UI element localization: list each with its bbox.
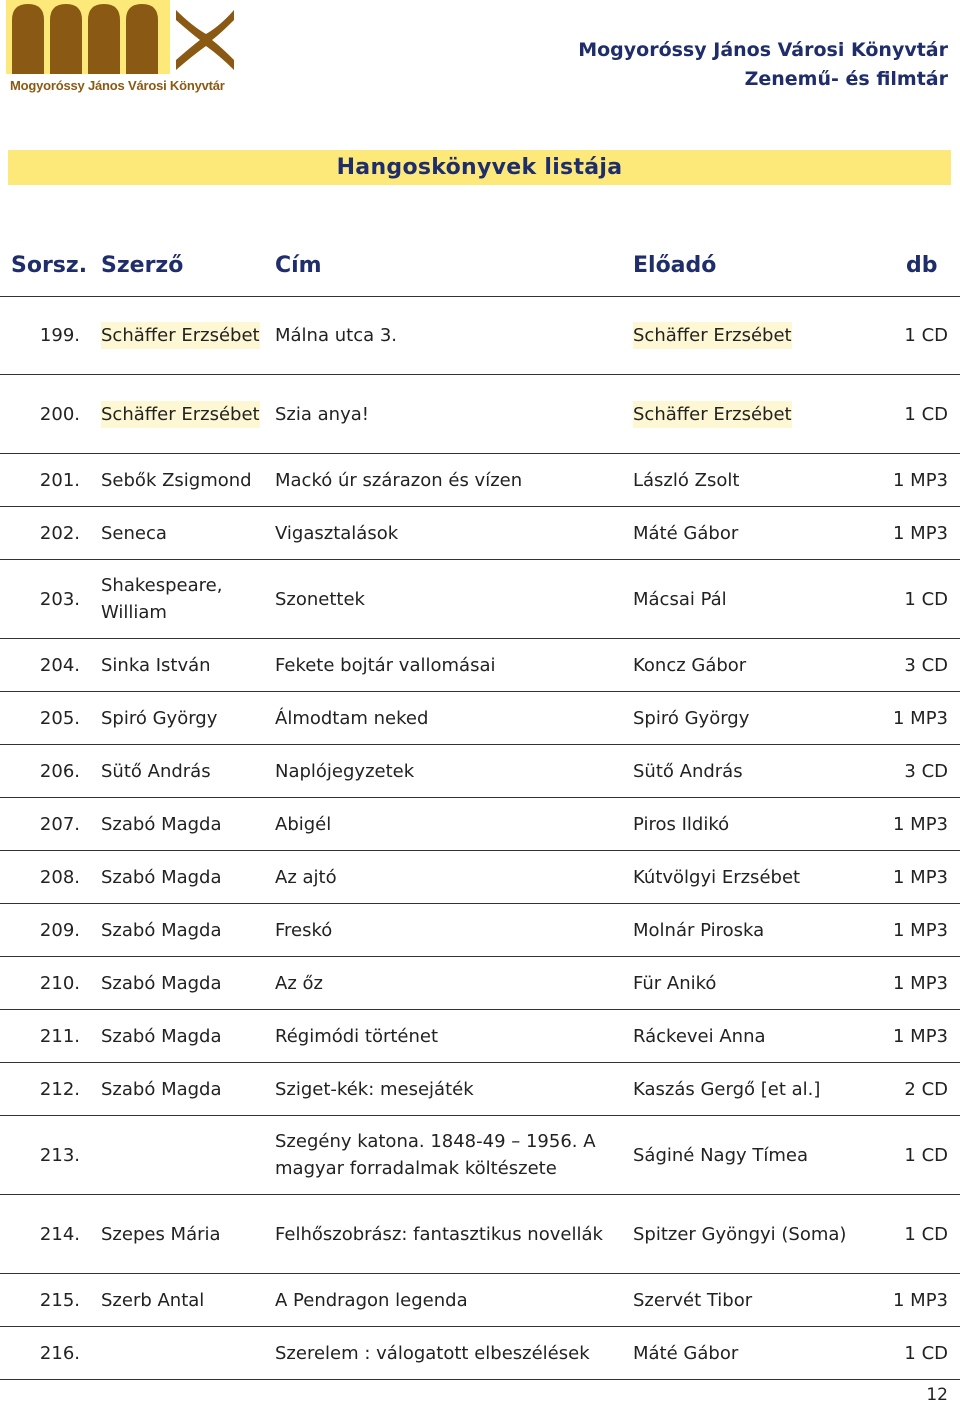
row-author <box>101 692 266 744</box>
row-title-text: Fekete bojtár vallomásai <box>275 654 496 676</box>
row-count-text: 1 MP3 <box>892 813 948 835</box>
row-count <box>848 798 948 850</box>
row-author <box>101 1195 266 1273</box>
row-count-text: 1 MP3 <box>892 866 948 888</box>
row-count <box>848 454 948 506</box>
row-performer <box>633 1010 848 1062</box>
row-author <box>101 296 266 374</box>
row-number-text: 207. <box>39 813 80 835</box>
row-title-text: A Pendragon legenda <box>275 1289 468 1311</box>
row-count <box>848 375 948 453</box>
table-row <box>0 1063 960 1116</box>
row-title-text: Régimódi történet <box>275 1025 439 1047</box>
row-count <box>848 1010 948 1062</box>
row-author <box>101 904 266 956</box>
row-count <box>848 851 948 903</box>
row-performer-text: Ságiné Nagy Tímea <box>633 1144 809 1166</box>
row-performer-text: Kaszás Gergő [et al.] <box>633 1078 821 1100</box>
row-author-text: Szabó Magda <box>101 919 222 941</box>
row-count <box>848 1327 948 1379</box>
row-performer-text: Kútvölgyi Erzsébet <box>633 866 801 888</box>
row-number-text: 213. <box>39 1144 80 1166</box>
row-count-text: 1 MP3 <box>892 972 948 994</box>
row-number <box>0 1063 80 1115</box>
row-title <box>275 507 620 559</box>
row-title-text: Szerelem : válogatott elbeszélések <box>275 1342 590 1364</box>
logo-text: Mogyoróssy János Városi Könyvtár <box>10 78 225 93</box>
row-number <box>0 1274 80 1326</box>
row-performer-text: Molnár Piroska <box>633 919 765 941</box>
row-title <box>275 296 620 374</box>
row-number-text: 210. <box>39 972 80 994</box>
row-author-text: Sebők Zsigmond <box>101 469 252 491</box>
row-title <box>275 851 620 903</box>
row-performer <box>633 296 848 374</box>
row-count-text: 1 CD <box>904 1342 948 1364</box>
row-count <box>848 639 948 691</box>
row-title <box>275 1274 620 1326</box>
row-author <box>101 375 266 453</box>
row-title <box>275 639 620 691</box>
row-title-text: Szonettek <box>275 588 365 610</box>
row-number <box>0 507 80 559</box>
row-performer-text: Ráckevei Anna <box>633 1025 766 1047</box>
row-count-text: 1 MP3 <box>892 469 948 491</box>
row-count-text: 1 CD <box>904 1223 948 1245</box>
table-row <box>0 1274 960 1327</box>
table-row <box>0 1327 960 1380</box>
row-number <box>0 560 80 638</box>
table-row <box>0 745 960 798</box>
row-title <box>275 798 620 850</box>
row-title-text: Mackó úr szárazon és vízen <box>275 469 523 491</box>
row-title <box>275 454 620 506</box>
row-performer <box>633 957 848 1009</box>
row-performer-text: Schäffer Erzsébet <box>633 322 792 349</box>
row-author <box>101 957 266 1009</box>
row-author-text: Schäffer Erzsébet <box>101 322 260 349</box>
row-author <box>101 1010 266 1062</box>
row-count-text: 1 CD <box>904 588 948 610</box>
row-title <box>275 957 620 1009</box>
row-author <box>101 560 266 638</box>
row-number-text: 216. <box>39 1342 80 1364</box>
row-author <box>101 745 266 797</box>
row-title-text: Az őz <box>275 972 323 994</box>
row-author <box>101 507 266 559</box>
row-title <box>275 1195 620 1273</box>
row-performer <box>633 798 848 850</box>
column-header-performer: Előadó <box>633 253 717 278</box>
row-number-text: 204. <box>39 654 80 676</box>
row-number <box>0 904 80 956</box>
row-count <box>848 1195 948 1273</box>
row-title-text: Freskó <box>275 919 333 941</box>
row-count-text: 1 MP3 <box>892 1025 948 1047</box>
row-count-text: 1 CD <box>904 324 948 346</box>
row-count-text: 1 MP3 <box>892 707 948 729</box>
row-performer <box>633 1327 848 1379</box>
table-row <box>0 904 960 957</box>
row-title-text: Az ajtó <box>275 866 337 888</box>
row-performer-text: Szervét Tibor <box>633 1289 753 1311</box>
row-title <box>275 1010 620 1062</box>
row-count <box>848 1116 948 1194</box>
row-author <box>101 1063 266 1115</box>
column-header-count: db <box>906 253 938 278</box>
row-count-text: 2 CD <box>904 1078 948 1100</box>
row-number-text: 202. <box>39 522 80 544</box>
table-row <box>0 1195 960 1274</box>
row-title <box>275 1327 620 1379</box>
library-name: Mogyoróssy János Városi Könyvtár <box>578 39 948 61</box>
row-performer <box>633 1195 848 1273</box>
row-count <box>848 1063 948 1115</box>
row-count <box>848 745 948 797</box>
row-number <box>0 957 80 1009</box>
column-header-number: Sorsz. <box>11 253 88 278</box>
row-number-text: 214. <box>39 1223 80 1245</box>
library-logo <box>6 0 236 104</box>
row-author <box>101 639 266 691</box>
table-row <box>0 560 960 639</box>
row-author-text: Szabó Magda <box>101 1078 222 1100</box>
row-title-text: Naplójegyzetek <box>275 760 415 782</box>
row-number-text: 215. <box>39 1289 80 1311</box>
row-count-text: 3 CD <box>904 760 948 782</box>
row-count <box>848 692 948 744</box>
row-count <box>848 957 948 1009</box>
table-row <box>0 851 960 904</box>
row-title <box>275 1116 620 1194</box>
row-count-text: 3 CD <box>904 654 948 676</box>
row-number <box>0 296 80 374</box>
row-count <box>848 296 948 374</box>
row-author <box>101 1327 266 1379</box>
row-author <box>101 454 266 506</box>
row-count <box>848 507 948 559</box>
library-logo-icon <box>6 0 236 80</box>
row-author-text: Szabó Magda <box>101 972 222 994</box>
table-row <box>0 507 960 560</box>
row-author-text: Spiró György <box>101 707 218 729</box>
row-author-text: Schäffer Erzsébet <box>101 401 260 428</box>
row-number <box>0 798 80 850</box>
row-number <box>0 1116 80 1194</box>
row-title <box>275 375 620 453</box>
table-row <box>0 1116 960 1195</box>
row-performer-text: Sütő András <box>633 760 743 782</box>
row-count-text: 1 MP3 <box>892 522 948 544</box>
row-performer-text: Piros Ildikó <box>633 813 730 835</box>
table-row <box>0 296 960 375</box>
row-title-text: Álmodtam neked <box>275 707 429 729</box>
row-performer-text: Spitzer Gyöngyi (Soma) <box>633 1223 847 1245</box>
row-performer <box>633 1116 848 1194</box>
row-author-text: Sütő András <box>101 760 211 782</box>
row-title-text: Vigasztalások <box>275 522 399 544</box>
row-performer-text: Für Anikó <box>633 972 717 994</box>
row-title-text: Szia anya! <box>275 403 369 425</box>
row-number-text: 205. <box>39 707 80 729</box>
row-title <box>275 745 620 797</box>
row-number-text: 211. <box>39 1025 80 1047</box>
row-performer-text: Spiró György <box>633 707 750 729</box>
row-performer <box>633 745 848 797</box>
row-number-text: 208. <box>39 866 80 888</box>
table-row <box>0 692 960 745</box>
row-title-text: Felhőszobrász: fantasztikus novellák <box>275 1223 603 1245</box>
row-count <box>848 1274 948 1326</box>
row-performer-text: Mácsai Pál <box>633 588 727 610</box>
row-performer-text: Schäffer Erzsébet <box>633 401 792 428</box>
row-performer-text: Máté Gábor <box>633 522 739 544</box>
row-count-text: 1 CD <box>904 1144 948 1166</box>
row-author-text: Szabó Magda <box>101 813 222 835</box>
row-number <box>0 851 80 903</box>
table-row <box>0 639 960 692</box>
row-title-text: Abigél <box>275 813 332 835</box>
row-performer <box>633 454 848 506</box>
row-number <box>0 454 80 506</box>
row-performer <box>633 692 848 744</box>
column-header-title: Cím <box>275 253 322 278</box>
row-performer-text: László Zsolt <box>633 469 740 491</box>
row-number-text: 212. <box>39 1078 80 1100</box>
row-count-text: 1 CD <box>904 403 948 425</box>
row-author <box>101 1116 266 1194</box>
row-performer <box>633 1274 848 1326</box>
row-number <box>0 1010 80 1062</box>
table-header <box>0 250 960 297</box>
row-performer <box>633 375 848 453</box>
row-title <box>275 1063 620 1115</box>
row-count <box>848 560 948 638</box>
row-author-text: Sinka István <box>101 654 211 676</box>
row-author-text: Seneca <box>101 522 167 544</box>
row-performer-text: Koncz Gábor <box>633 654 747 676</box>
row-number-text: 203. <box>39 588 80 610</box>
table-row <box>0 1010 960 1063</box>
row-number <box>0 1327 80 1379</box>
row-performer-text: Máté Gábor <box>633 1342 739 1364</box>
row-performer <box>633 507 848 559</box>
row-number <box>0 692 80 744</box>
page-number: 12 <box>926 1385 948 1405</box>
table-row <box>0 454 960 507</box>
row-performer <box>633 904 848 956</box>
row-number <box>0 1195 80 1273</box>
row-number-text: 199. <box>39 324 80 346</box>
row-title <box>275 692 620 744</box>
row-author <box>101 1274 266 1326</box>
table-row <box>0 798 960 851</box>
library-heading <box>578 36 948 94</box>
audiobook-table <box>0 296 960 1380</box>
row-title-text: Málna utca 3. <box>275 324 398 346</box>
department-name: Zenemű- és filmtár <box>744 68 948 90</box>
row-count <box>848 904 948 956</box>
row-title-text: Sziget-kék: mesejáték <box>275 1078 474 1100</box>
row-author-text: Szerb Antal <box>101 1289 205 1311</box>
column-header-author: Szerző <box>101 253 184 278</box>
row-performer <box>633 639 848 691</box>
table-row <box>0 957 960 1010</box>
row-performer <box>633 851 848 903</box>
page-title: Hangoskönyvek listája <box>8 150 951 185</box>
row-title <box>275 904 620 956</box>
row-author-text: Szabó Magda <box>101 1025 222 1047</box>
row-number <box>0 745 80 797</box>
row-number-text: 201. <box>39 469 80 491</box>
row-author-text: Szabó Magda <box>101 866 222 888</box>
row-number <box>0 639 80 691</box>
row-performer <box>633 560 848 638</box>
row-number-text: 206. <box>39 760 80 782</box>
row-title <box>275 560 620 638</box>
row-number-text: 200. <box>39 403 80 425</box>
row-performer <box>633 1063 848 1115</box>
row-author <box>101 851 266 903</box>
row-number-text: 209. <box>39 919 80 941</box>
table-row <box>0 375 960 454</box>
row-author-text: Shakespeare, William <box>101 575 223 623</box>
row-count-text: 1 MP3 <box>892 919 948 941</box>
row-author-text: Szepes Mária <box>101 1223 221 1245</box>
row-count-text: 1 MP3 <box>892 1289 948 1311</box>
row-author <box>101 798 266 850</box>
row-title-text: Szegény katona. 1848-49 – 1956. A magyar forradalmak költészete <box>275 1131 596 1179</box>
row-number <box>0 375 80 453</box>
